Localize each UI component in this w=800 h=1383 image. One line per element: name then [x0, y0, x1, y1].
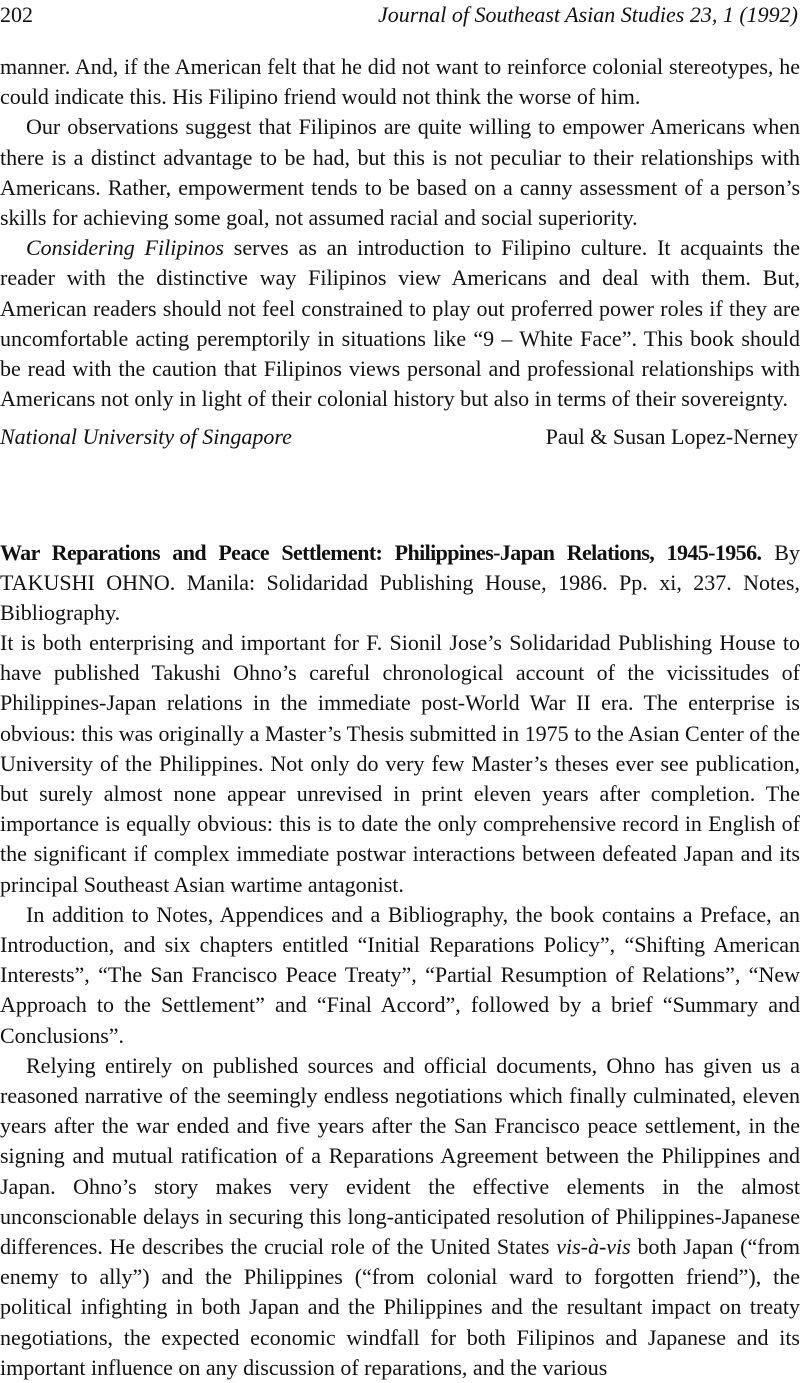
- reviewer-affiliation: National University of Singapore: [0, 424, 292, 449]
- book-citation: [0, 538, 800, 629]
- running-head: [0, 0, 800, 30]
- reviewer-name: Paul & Susan Lopez-Nerney: [545, 424, 798, 449]
- book-title-italic: Considering Filipinos: [26, 235, 224, 261]
- previous-review-body: [0, 52, 800, 414]
- paragraph: Our observations suggest that Filipinos are quite willing to empower Americans when there is a distinct advantage to be had, but this is not peculiar to their relationships with Americans. Rather, empowerment tends to be based on a canny assessment of a person’s skills for achieving some goal, not assumed racial and social superiority.: [0, 114, 800, 231]
- paragraph: It is both enterprising and important for F. Sionil Jose’s Solidaridad Publishing House to have published Takushi Ohno’s careful chronological account of the vicissitudes of Philippines-Japan relations in the immediate post-World War II era. The enterprise is obvious: this was originally a Master’s Thesis submitted in 1975 to the Asian Center of the University of the Philippines. Not only do very few Master’s theses ever see publication, but surely almost none appear unrevised in print eleven years after completion. The importance is equally obvious: this is to date the only comprehensive record in English of the significant if complex immediate postwar interactions between defeated Japan and its principal Southeast Asian wartime antagonist.: [0, 630, 800, 897]
- new-review-body: [0, 628, 800, 1383]
- foreign-term-italic: vis-à-vis: [556, 1234, 631, 1260]
- review-signature: [0, 422, 800, 452]
- paragraph: Relying entirely on published sources and official documents, Ohno has given us a reasoned narrative of the seemingly endless negotiations which finally culminated, eleven years after the war ended and five years after the San Francisco peace settlement, in the signing and mutual ratification of a Reparations Agreement between the Philippines and Japan. Ohno’s story makes very evident the effective elements in the almost unconscionable delays in securing this long-anticipated resolution of Philippines-Japanese differences. He describes the crucial role of the United States vis-à-vis both Japan (“from enemy to ally”) and the Philippines (“from colonial ward to forgotten friend”), the political infighting in both Japan and the Philippines and the resultant impact on treaty negotiations, the expected economic windfall for both Filipinos and Japanese and its important influence on any discussion of reparations, and the various: [0, 1052, 800, 1380]
- citation-details: By TAKUSHI OHNO. Manila: Solidaridad Publishing House, 1986. Pp. xi, 237. Notes, Bibliography.: [0, 540, 800, 626]
- paragraph: In addition to Notes, Appendices and a Bibliography, the book contains a Preface, an Introduction, and six chapters entitled “Initial Reparations Policy”, “Shifting American Interests”, “The San Francisco Peace Treaty”, “Partial Resumption of Relations”, “New Approach to the Settlement” and “Final Accord”, followed by a brief “Summary and Conclusions”.: [0, 901, 800, 1048]
- page-number: 202: [0, 2, 33, 27]
- journal-title: Journal of Southeast Asian Studies 23, 1 (1992): [377, 2, 798, 27]
- paragraph: Considering Filipinos serves as an introduction to Filipino culture. It acquaints the reader with the distinctive way Filipinos view Americans and deal with them. But, American readers should not feel constrained to play out proferred power roles if they are uncomfortable acting peremptorily in situations like “9 – White Face”. This book should be read with the caution that Filipinos views personal and professional relationships with Americans not only in light of their colonial history but also in terms of their sovereignty.: [0, 235, 800, 412]
- paragraph: manner. And, if the American felt that he did not want to reinforce colonial stereotypes, he could indicate this. His Filipino friend would not think the worse of him.: [0, 54, 800, 110]
- book-title: War Reparations and Peace Settlement: Philippines-Japan Relations, 1945-1956.: [0, 540, 762, 565]
